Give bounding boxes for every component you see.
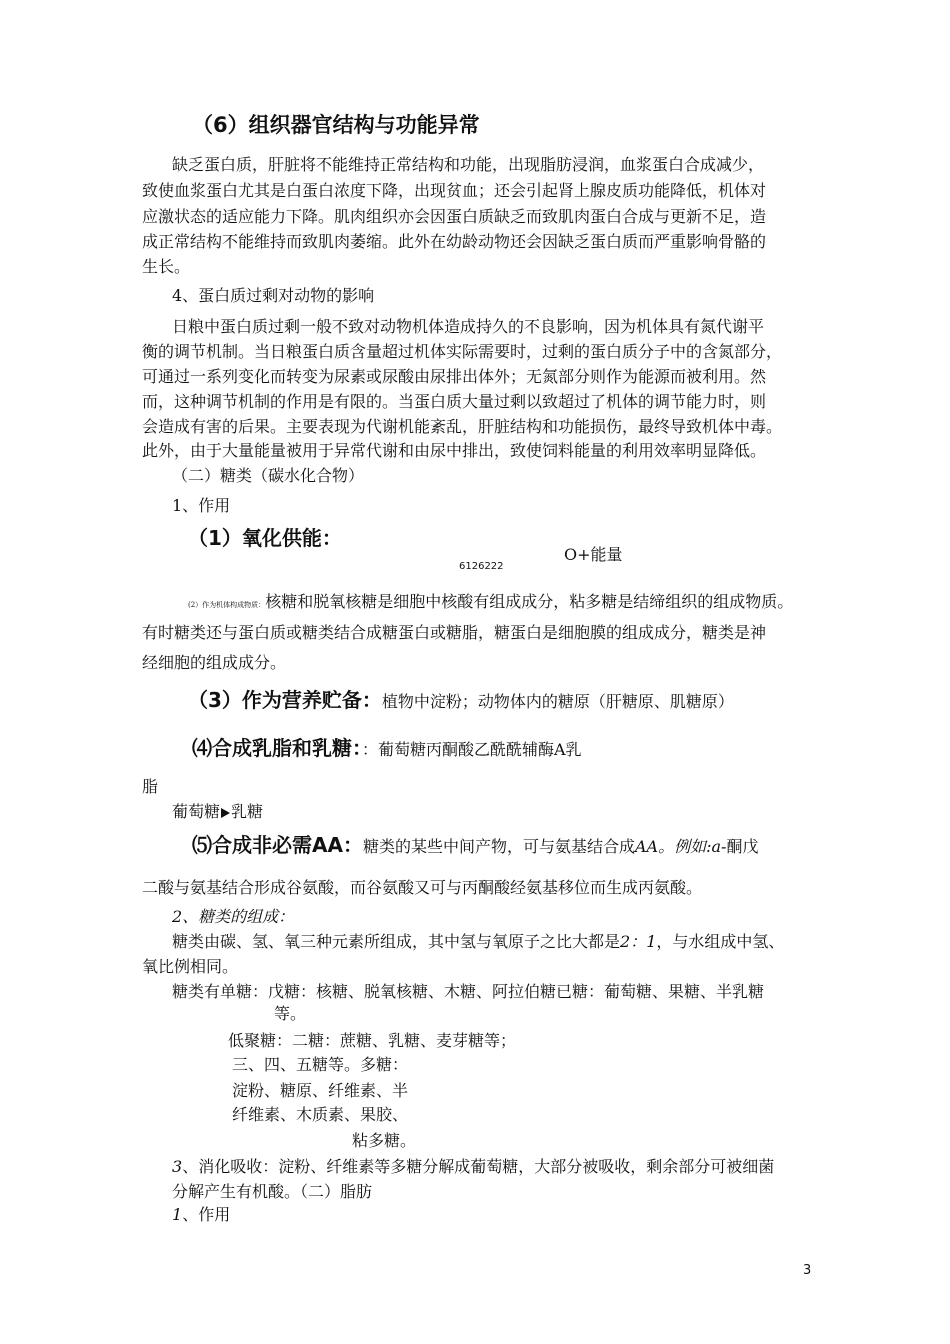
paragraph-line: 会造成有害的后果。主要表现为代谢机能紊乱，肝脏结构和功能损伤，最终导致机体中毒。 [142,417,783,436]
reaction-product: 乳糖 [231,802,264,821]
classification-line: 三、四、五糖等。多糖： [232,1055,409,1074]
paragraph-line: 氧比例相同。 [142,957,239,976]
formula-text: O+能量 [564,545,623,564]
sub-item-3-text: 植物中淀粉；动物体内的糖原（肝糖原、肌糖原） [381,692,734,711]
classification-line: 纤维素、木质素、果胶、 [232,1105,409,1124]
classification-line: 等。 [274,1004,307,1023]
item-heading: 1、作用 [172,496,231,515]
sub-item-5-end: 酮戊 [726,837,759,856]
paragraph-line: 衡的调节机制。当日粮蛋白质含量超过机体实际需要时，过剩的蛋白质分子中的含氮部分， [142,342,783,361]
paragraph-line: 成正常结构不能维持而致肌肉萎缩。此外在幼龄动物还会因缺乏蛋白质而严重影响骨骼的 [142,232,767,251]
sub-item-2-line [188,590,793,614]
section-heading: （二）糖类（碳水化合物） [172,466,365,485]
sub-item-2-text: 核糖和脱氧核糖是细胞中核酸有组成成分，粘多糖是结缔组织的组成物质。 [265,592,794,611]
paragraph-line [172,930,784,954]
paragraph-line: 此外，由于大量能量被用于异常代谢和由尿中排出，致使饲料能量的利用效率明显降低。 [142,441,767,460]
item-number: 1 [172,1205,183,1224]
paragraph-line: 有时糖类还与蛋白质或糖类结合成糖蛋白或糖脂，糖蛋白是细胞膜的组成成分，糖类是神 [142,623,767,642]
classification-line: 淀粉、糖原、纤维素、半 [232,1081,409,1100]
item-heading [172,1155,774,1179]
text-run: 糖类由碳、氢、氧三种元素所组成，其中氢与氧原子之比大都是 [172,932,621,951]
sub-heading-3: （3）作为营养贮备： [188,688,382,712]
sub-heading-4: ⑷合成乳脂和乳糖： [192,736,362,760]
item-number: 3 [172,1157,183,1176]
item-text: 、作用 [182,1205,231,1224]
arrow-right-icon [221,808,230,818]
paragraph-line: 二酸与氨基结合形成谷氨酸，而谷氨酸又可与丙酮酸经氨基移位而生成丙氨酸。 [142,878,703,897]
paragraph-line: 经细胞的组成成分。 [142,653,287,672]
item-text: 、消化吸收：淀粉、纤维素等多糖分解成葡萄糖，大部分被吸收，剩余部分可被细菌 [182,1157,775,1176]
formula-subscript: 6126222 [459,561,504,572]
sub-item-5-italic: AA。例如:a- [634,837,727,856]
text-run: ，与水组成中氢、 [656,932,785,951]
item-heading: 2、糖类的组成： [172,907,295,926]
classification-line: 粘多糖。 [352,1131,417,1150]
subsection-heading: 4、蛋白质过剩对动物的影响 [172,286,375,305]
paragraph-line: 而，这种调节机制的作用是有限的。当蛋白质大量过剩以致超过了机体的调节能力时，则 [142,392,767,411]
item-heading [172,1203,230,1227]
sub-item-4-text: ：葡萄糖丙酮酸乙酰酰辅酶A乳 [362,740,582,759]
reaction-line [172,800,263,824]
sub-item-5-line [192,830,758,860]
paragraph-line: 致使血浆蛋白尤其是白蛋白浓度下降，出现贫血；还会引起肾上腺皮质功能降低，机体对 [142,181,767,200]
reaction-reactant: 葡萄糖 [172,802,221,821]
paragraph-line: 缺乏蛋白质，肝脏将不能维持正常结构和功能，出现脂肪浸润，血浆蛋白合成减少， [172,155,765,174]
paragraph-line: 脂 [142,777,159,796]
section-heading-6: （6）组织器官结构与功能异常 [192,113,480,137]
sub-item-4-line [192,733,582,763]
sub-item-3-line [188,685,734,715]
paragraph-line: 应激状态的适应能力下降。肌肉组织亦会因蛋白质缺乏而致肌肉蛋白合成与更新不足，造 [142,207,767,226]
paragraph-line: 分解产生有机酸。（二）脂肪 [172,1182,373,1201]
page-number: 3 [803,1263,812,1278]
ratio-text: 2：1 [620,932,657,951]
sub-heading-1: （1）氧化供能： [188,526,342,550]
classification-line: 糖类有单糖：戊糖：核糖、脱氧核糖、木糖、阿拉伯糖已糖：葡萄糖、果糖、半乳糖 [172,982,765,1001]
paragraph-line: 可通过一系列变化而转变为尿素或尿酸由尿排出体外；无氮部分则作为能源而被利用。然 [142,367,767,386]
classification-line: 低聚糖：二糖：蔗糖、乳糖、麦芽糖等； [228,1031,517,1050]
sub-heading-2-tiny: (2）作为机体构成物质： [188,601,266,609]
sub-item-5-text: 糖类的某些中间产物，可与氨基结合成 [362,837,635,856]
paragraph-line: 生长。 [142,257,191,276]
sub-heading-5: ⑸合成非必需AA： [192,833,363,857]
paragraph-line: 日粮中蛋白质过剩一般不致对动物机体造成持久的不良影响，因为机体具有氮代谢平 [172,317,765,336]
